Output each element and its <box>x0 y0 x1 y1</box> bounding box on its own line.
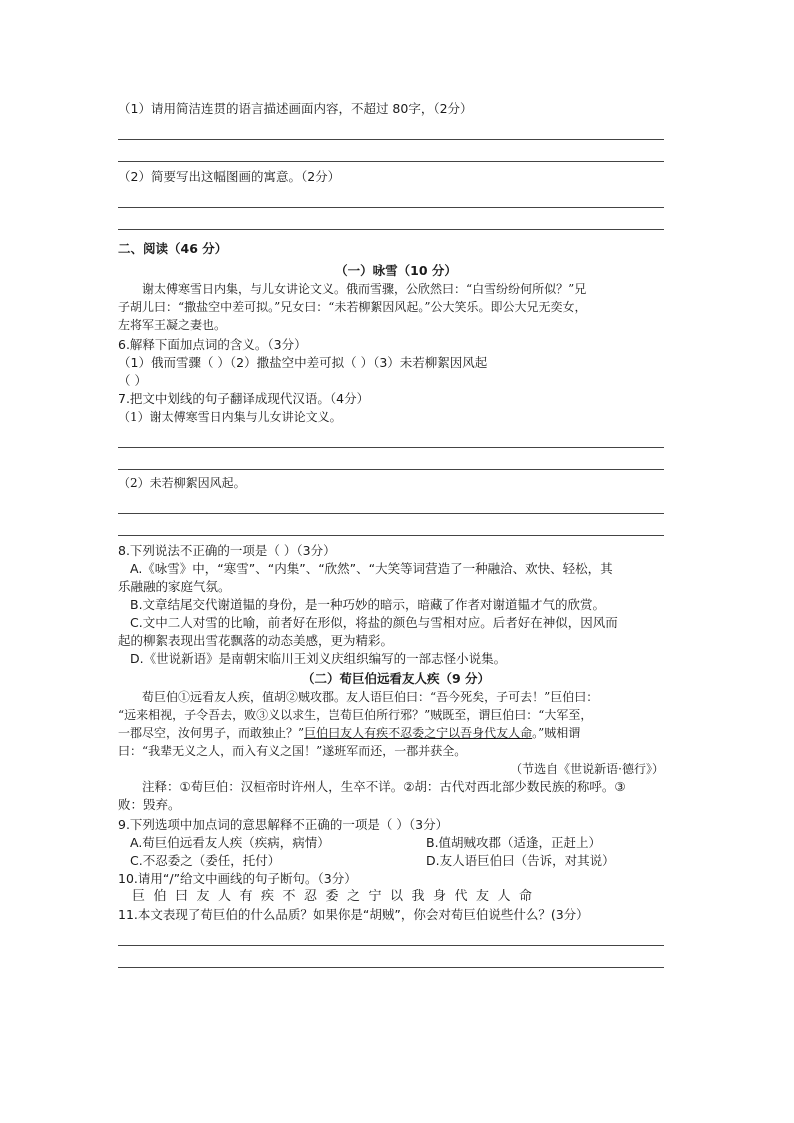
question-8-option-c-cont: 起的柳絮表现出雪花飘落的动态美感，更为精彩。 <box>118 633 394 648</box>
question-10: 10.请用“/”给文中画线的句子断句。（3分） <box>118 871 357 886</box>
question-8-option-a: A.《咏雪》中，“寒雪”、“内集”、“欣然”、“大笑等词营造了一种融洽、欢快、轻松，其 <box>130 561 613 576</box>
question-11: 11.本文表现了荀巨伯的什么品质？如果你是“胡贼”，你会对荀巨伯说些什么？(3分） <box>118 907 589 922</box>
passage-2-line: “远来相视，子令吾去，败③义以求生，岂荀巨伯所行邪？”贼既至，谓巨伯曰：“大军至， <box>118 708 593 722</box>
question-9-row-1 <box>118 834 674 852</box>
answer-line[interactable] <box>118 514 674 536</box>
passage-2-line: 曰：“我辈无义之人，而入有义之国！”遂班军而还，一郡并获全。 <box>118 744 467 758</box>
answer-line[interactable] <box>118 492 674 514</box>
question-10-sentence: 巨伯曰友人有疾不忍委之宁以我身代友人命 <box>132 889 541 904</box>
passage-2-line: 荀巨伯①远看友人疾，值胡②贼攻郡。友人语巨伯曰：“吾今死矣，子可去！”巨伯曰： <box>142 690 599 704</box>
question-9-option-a: A.荀巨伯远看友人疾（疾病，病情） <box>130 835 330 850</box>
passage-2-text: 一郡尽空，汝何男子，而敢独止？” <box>118 726 305 740</box>
passage-2-title: （二）荀巨伯远看友人疾（9 分） <box>301 671 491 686</box>
question-8: 8.下列说法不正确的一项是（ ）（3分） <box>118 543 336 558</box>
passage-1-line: 左将军王凝之妻也。 <box>118 318 227 332</box>
question-9-option-d: D.友人语巨伯曰（告诉，对其说） <box>426 853 615 868</box>
question-6-tail: （ ） <box>118 373 147 388</box>
passage-2-line <box>118 724 674 742</box>
passage-2-note: 注释：①荀巨伯：汉桓帝时许州人，生卒不详。②胡：古代对西北部少数民族的称呼。③ <box>142 779 626 794</box>
exam-page <box>118 92 674 968</box>
passage-1-line: 子胡儿曰：“撒盐空中差可拟。”兄女曰：“未若柳絮因风起。”公大笑乐。即公大兄无奕女， <box>118 300 587 314</box>
answer-line[interactable] <box>118 118 674 140</box>
question-8-option-b: B.文章结尾交代谢道韫的身份，是一种巧妙的暗示，暗藏了作者对谢道韫才气的欣赏。 <box>130 597 606 612</box>
passage-2-text: 。”贼相谓 <box>532 726 581 740</box>
question-6-items: （1）俄而雪骤（ ）（2）撒盐空中差可拟（ ）（3）未若柳絮因风起 <box>118 355 488 370</box>
question-7: 7.把文中划线的句子翻译成现代汉语。（4分） <box>118 391 370 406</box>
section-heading: 二、阅读（46 分） <box>118 241 228 256</box>
question-7-1: （1）谢太傅寒雪日内集与儿女讲论文义。 <box>118 410 342 424</box>
answer-line[interactable] <box>118 208 674 230</box>
answer-line[interactable] <box>118 924 674 946</box>
question-8-option-d: D.《世说新语》是南朝宋临川王刘义庆组织编写的一部志怪小说集。 <box>130 651 507 666</box>
passage-1-line: 谢太傅寒雪日内集，与儿女讲论文义。俄而雪骤，公欣然曰：“白雪纷纷何所似？”兄 <box>142 282 587 296</box>
question-8-option-c: C.文中二人对雪的比喻，前者好在形似，将盐的颜色与雪相对应。后者好在神似，因风而 <box>130 615 618 630</box>
underlined-sentence: 巨伯曰友人有疾不忍委之宁以吾身代友人命 <box>304 726 533 740</box>
question-9-option-b: B.值胡贼攻郡（适逢，正赶上） <box>426 835 602 850</box>
passage-2-note-cont: 败：毁弃。 <box>118 797 181 812</box>
passage-2-source: （节选自《世说新语·德行》） <box>510 762 664 776</box>
answer-line[interactable] <box>118 186 674 208</box>
question-9-option-c: C.不忍委之（委任，托付） <box>130 853 281 868</box>
question-7-2: （2）未若柳絮因风起。 <box>118 476 246 490</box>
answer-line[interactable] <box>118 140 674 162</box>
question-8-option-a-cont: 乐融融的家庭气氛。 <box>118 579 231 594</box>
question-9-row-2 <box>118 852 674 870</box>
question-6: 6.解释下面加点词的含义。（3分） <box>118 337 307 352</box>
answer-line[interactable] <box>118 946 674 968</box>
question-9: 9.下列选项中加点词的意思解释不正确的一项是（ ）（3分） <box>118 817 449 832</box>
answer-line[interactable] <box>118 426 674 448</box>
passage-1-title: （一）咏雪（10 分） <box>335 263 457 278</box>
question-2: （2）简要写出这幅图画的寓意。（2分） <box>118 169 341 184</box>
question-1: （1）请用简洁连贯的语言描述画面内容，不超过 80字，（2分） <box>118 101 473 116</box>
answer-line[interactable] <box>118 448 674 470</box>
